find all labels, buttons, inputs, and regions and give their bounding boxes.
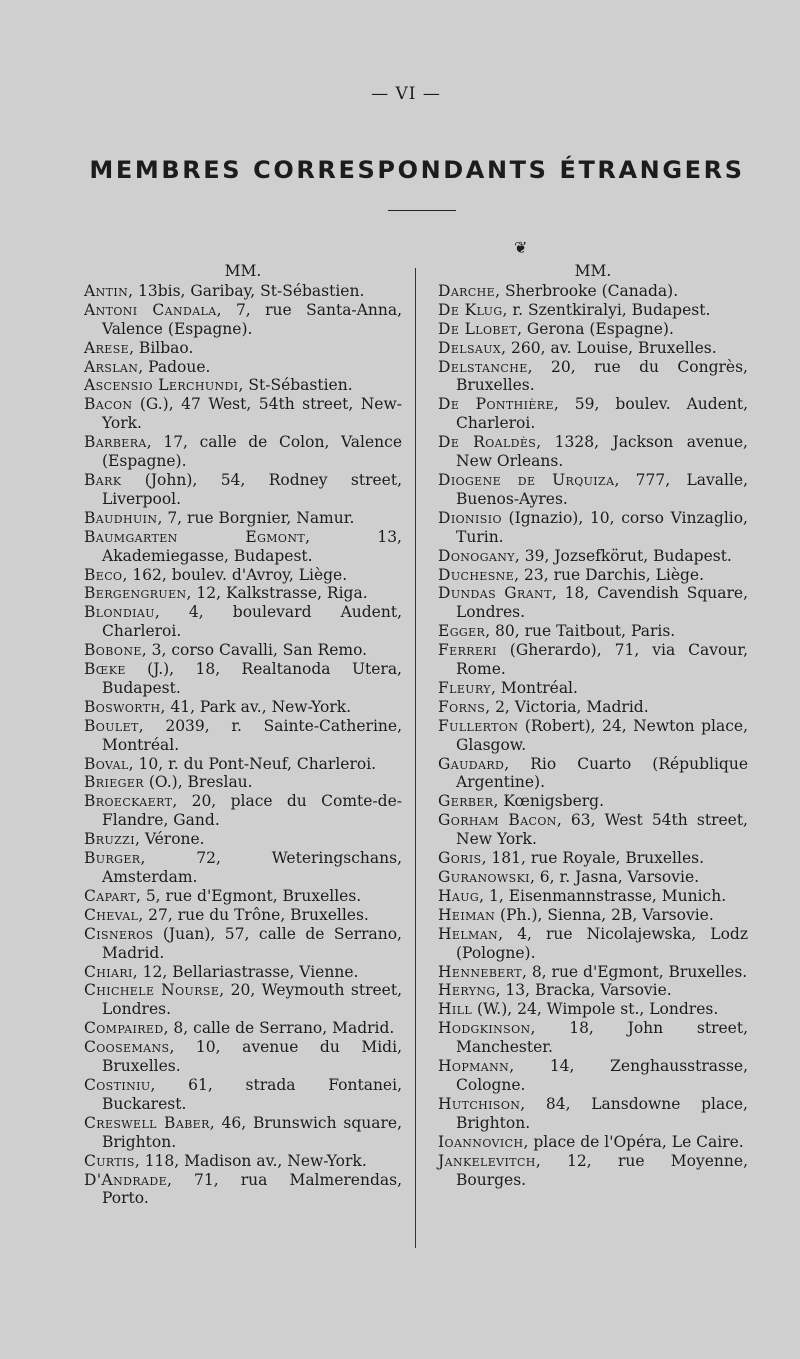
member-name: De Roaldès [438, 433, 537, 452]
member-address: , 14, Zenghausstrasse, Cologne. [456, 1057, 748, 1094]
member-address: (J.), 18, Realtanoda Utera, Budapest. [102, 660, 402, 697]
member-address: , 59, boulev. Audent, Charleroi. [456, 395, 749, 433]
member-name: Fleury [438, 678, 491, 697]
member-address: , 12, Bellariastrasse, Vienne. [132, 962, 359, 981]
member-name: Baumgarten Egmont [84, 527, 306, 546]
member-entry [438, 868, 748, 887]
member-address: , 8, rue d'Egmont, Bruxelles. [521, 962, 748, 981]
member-name: Gaudard [438, 754, 505, 773]
column-heading: MM. [224, 262, 262, 280]
member-address: , Vérone. [134, 830, 205, 849]
member-entry [438, 339, 748, 358]
member-entry [438, 717, 748, 755]
member-entry [438, 301, 748, 320]
member-name: Hennebert [438, 962, 522, 981]
member-entry [438, 1095, 748, 1133]
member-name: Cheval [84, 905, 139, 924]
member-name: Bosworth [84, 697, 161, 716]
member-entry [84, 849, 402, 887]
member-name: Beco [84, 565, 123, 584]
member-name: Boulet [84, 716, 139, 735]
member-address: , Gerona (Espagne). [517, 319, 674, 338]
member-name: De Ponthière [438, 395, 554, 414]
member-entry [84, 603, 402, 641]
member-address: , 18, Cavendish Square, Londres. [456, 584, 748, 622]
member-entry [84, 717, 402, 755]
member-name: Goris [438, 849, 482, 868]
member-address: , Bilbao. [129, 338, 194, 357]
member-address: , 27, rue du Trône, Bruxelles. [138, 905, 369, 924]
member-address: , 7, rue Santa-Anna, Valence (Espagne). [102, 300, 402, 338]
member-name: Darche [438, 281, 496, 300]
member-name: Egger [438, 622, 486, 641]
member-name: Coosemans [84, 1038, 170, 1057]
member-entry [438, 792, 748, 811]
member-address: , 39, Jozsefkörut, Budapest. [514, 546, 732, 565]
member-address: , 63, West 54th street, New York. [456, 811, 748, 849]
member-address: , 181, rue Royale, Bruxelles. [481, 849, 705, 868]
member-name: De Llobet [438, 319, 518, 338]
member-entry [84, 1038, 402, 1076]
member-name: Compaired [84, 1019, 164, 1038]
member-entry [84, 773, 402, 792]
member-name: Diogene de Urquiza [438, 470, 615, 489]
member-address: , 20, place du Comte-de-Flandre, Gand. [102, 792, 402, 830]
member-address: (Ph.), Sienna, 2B, Varsovie. [495, 905, 714, 924]
member-entry [438, 1133, 748, 1152]
member-name: Bark [84, 470, 122, 489]
member-name: Arese [84, 338, 130, 357]
member-name: De Klug [438, 300, 503, 319]
member-address: , Rio Cuarto (République Argentine). [456, 754, 748, 792]
member-entry [84, 1114, 402, 1152]
member-name: Heiman [438, 905, 496, 924]
member-name: Gerber [438, 792, 494, 811]
member-entry [438, 849, 748, 868]
member-address: , 2039, r. Sainte-Catherine, Montréal. [102, 716, 402, 754]
ornament-icon: ❦ [514, 238, 528, 257]
member-name: Ioannovich [438, 1132, 524, 1151]
member-address: , 18, John street, Manchester. [456, 1019, 748, 1057]
member-entry [84, 301, 402, 339]
member-address: (G.), 47 West, 54th street, New-York. [102, 395, 402, 433]
member-entry [438, 1019, 748, 1057]
member-entry [84, 755, 402, 774]
member-name: Brieger [84, 773, 144, 792]
member-name: Chiari [84, 962, 133, 981]
member-entry [84, 509, 402, 528]
member-address: (John), 54, Rodney street, Liverpool. [102, 470, 402, 508]
member-address: , 7, rue Borgnier, Namur. [157, 508, 355, 527]
member-entry [84, 641, 402, 660]
member-address: , 17, calle de Colon, Valence (Espagne). [102, 433, 402, 471]
member-address: , 260, av. Louise, Bruxelles. [501, 338, 717, 357]
member-address: , 71, rua Malmerendas, Porto. [102, 1170, 402, 1208]
member-entry [84, 660, 402, 698]
member-name: Hutchison [438, 1094, 521, 1113]
member-address: , 80, rue Taitbout, Paris. [485, 622, 676, 641]
member-address: , Padoue. [138, 357, 211, 376]
member-address: , 41, Park av., New-York. [160, 697, 352, 716]
member-entry [438, 963, 748, 982]
member-entry [438, 641, 748, 679]
member-entry [84, 925, 402, 963]
member-address: , 20, Weymouth street, Londres. [102, 981, 402, 1019]
member-name: Ascensio Lerchundi [84, 376, 239, 395]
member-entry [438, 925, 748, 963]
member-entry [438, 811, 748, 849]
member-entry [84, 358, 402, 377]
member-name: Hodgkinson [438, 1019, 531, 1038]
member-entry [84, 1152, 402, 1171]
member-entry [438, 471, 748, 509]
member-name: Gorham Bacon [438, 811, 557, 830]
member-address: , 46, Brunswich square, Brighton. [102, 1113, 402, 1151]
member-entry [438, 981, 748, 1000]
page-number: — VI — [371, 84, 441, 104]
member-name: Arslan [84, 357, 139, 376]
member-name: Heryng [438, 981, 496, 1000]
member-name: Bacon [84, 395, 133, 414]
member-name: Dionisio [438, 508, 502, 527]
member-list [438, 282, 748, 1190]
member-address: , 4, rue Nicolajewska, Lodz (Pologne). [456, 924, 748, 962]
member-name: Broeckaert [84, 792, 173, 811]
member-address: , 84, Lansdowne place, Brighton. [456, 1094, 748, 1132]
member-address: , 23, rue Darchis, Liège. [514, 565, 705, 584]
member-name: Delstanche [438, 357, 528, 376]
member-entry [438, 509, 748, 547]
member-entry [84, 1019, 402, 1038]
member-entry [438, 584, 748, 622]
member-entry [438, 320, 748, 339]
member-address: (W.), 24, Wimpole st., Londres. [472, 1000, 719, 1019]
member-entry [84, 339, 402, 358]
member-address: , 2, Victoria, Madrid. [485, 697, 649, 716]
member-name: Bruzzi [84, 830, 135, 849]
member-entry [84, 282, 402, 301]
member-address: (Robert), 24, Newton place, Glasgow. [456, 716, 748, 754]
member-name: Guranowski [438, 868, 530, 886]
member-address: (Gherardo), 71, via Cavour, Rome. [456, 641, 748, 679]
member-name: Burger [84, 849, 141, 868]
member-entry [438, 433, 748, 471]
title-rule [388, 210, 456, 211]
member-name: Antin [84, 281, 129, 300]
member-name: Jankelevitch [438, 1151, 536, 1170]
member-address: , 6, r. Jasna, Varsovie. [529, 868, 700, 886]
member-entry [438, 755, 748, 793]
member-address: , St-Sébastien. [238, 376, 353, 395]
member-name: Haug [438, 886, 480, 905]
member-name: Antoni Candala [84, 300, 217, 319]
left-column [84, 262, 402, 1208]
member-name: Bœke [84, 660, 126, 679]
member-entry [84, 528, 402, 566]
member-address: , 3, corso Cavalli, San Remo. [141, 641, 368, 660]
member-entry [438, 547, 748, 566]
member-name: Hill [438, 1000, 473, 1019]
member-address: , 118, Madison av., New-York. [134, 1151, 367, 1170]
member-name: Curtis [84, 1151, 135, 1170]
member-entry [438, 698, 748, 717]
column-divider [415, 268, 416, 1248]
member-name: D'Andrade [84, 1170, 168, 1189]
member-name: Dundas Grant [438, 584, 552, 603]
member-entry [84, 963, 402, 982]
member-name: Donogany [438, 546, 515, 565]
member-address: , 61, strada Fontanei, Buckarest. [102, 1075, 402, 1113]
member-address: , 777, Lavalle, Buenos-Ayres. [456, 470, 749, 508]
page-title: MEMBRES CORRESPONDANTS ÉTRANGERS [89, 156, 745, 184]
member-entry [438, 1057, 748, 1095]
member-name: Baudhuin [84, 508, 158, 527]
member-name: Cisneros [84, 924, 154, 943]
member-entry [84, 566, 402, 585]
member-entry [438, 679, 748, 698]
member-name: Capart [84, 886, 136, 905]
member-name: Forns [438, 697, 486, 716]
member-entry [84, 792, 402, 830]
member-address: , 13, Bracka, Varsovie. [495, 981, 672, 1000]
member-address: , 162, boulev. d'Avroy, Liège. [122, 565, 348, 584]
member-entry [438, 887, 748, 906]
member-name: Boval [84, 754, 129, 773]
member-entry [438, 566, 748, 585]
member-address: , r. Szentkiralyi, Budapest. [502, 300, 711, 319]
column-heading: MM. [574, 262, 612, 280]
member-entry [84, 376, 402, 395]
member-entry [438, 1000, 748, 1019]
member-entry [84, 830, 402, 849]
member-address: , 10, r. du Pont-Neuf, Charleroi. [128, 754, 377, 773]
member-name: Barbera [84, 433, 147, 452]
member-address: , 13, Akademiegasse, Budapest. [102, 527, 402, 565]
member-entry [84, 981, 402, 1019]
member-entry [84, 906, 402, 925]
member-address: , 12, Kalkstrasse, Riga. [186, 584, 368, 603]
member-address: , 1, Eisenmannstrasse, Munich. [479, 886, 727, 905]
member-entry [84, 698, 402, 717]
member-address: , 8, calle de Serrano, Madrid. [163, 1019, 395, 1038]
member-name: Delsaux [438, 338, 502, 357]
member-name: Helman [438, 924, 499, 943]
member-name: Chichele Nourse [84, 981, 220, 1000]
member-name: Duchesne [438, 565, 515, 584]
member-address: , Kœnigsberg. [493, 792, 605, 811]
member-address: (Ignazio), 10, corso Vinzaglio, Turin. [456, 508, 748, 546]
member-name: Costiniu [84, 1075, 151, 1094]
member-name: Blondiau [84, 603, 155, 622]
member-entry [438, 358, 748, 396]
member-address: , 20, rue du Congrès, Bruxelles. [456, 357, 748, 395]
member-name: Bobone [84, 641, 142, 660]
member-name: Ferreri [438, 641, 497, 660]
member-address: , place de l'Opéra, Le Caire. [523, 1132, 744, 1151]
member-entry [438, 1152, 748, 1190]
member-list [84, 282, 402, 1208]
member-name: Bergengruen [84, 584, 187, 603]
member-address: , 12, rue Moyenne, Bourges. [456, 1151, 748, 1189]
member-entry [84, 1076, 402, 1114]
right-column [438, 262, 748, 1189]
member-entry [84, 433, 402, 471]
member-entry [84, 1171, 402, 1209]
member-address: (O.), Breslau. [143, 773, 253, 792]
member-address: , 72, Weteringschans, Amsterdam. [102, 849, 402, 886]
member-address: , Sherbrooke (Canada). [495, 281, 679, 300]
member-address: , 5, rue d'Egmont, Bruxelles. [135, 886, 362, 905]
member-entry [84, 584, 402, 603]
member-address: , Montréal. [490, 678, 578, 697]
member-name: Fullerton [438, 716, 519, 735]
member-entry [438, 395, 748, 433]
member-name: Creswell Baber [84, 1113, 210, 1132]
member-address: , 13bis, Garibay, St-Sébastien. [128, 281, 365, 300]
member-address: (Juan), 57, calle de Serrano, Madrid. [102, 924, 402, 962]
member-entry [438, 906, 748, 925]
member-address: , 1328, Jackson avenue, New Orleans. [456, 433, 748, 471]
member-entry [84, 887, 402, 906]
member-address: , 10, avenue du Midi, Bruxelles. [102, 1038, 402, 1076]
member-entry [84, 395, 402, 433]
member-entry [84, 471, 402, 509]
member-address: , 4, boulevard Audent, Charleroi. [102, 603, 402, 641]
member-entry [438, 622, 748, 641]
member-name: Hopmann [438, 1057, 510, 1076]
member-entry [438, 282, 748, 301]
